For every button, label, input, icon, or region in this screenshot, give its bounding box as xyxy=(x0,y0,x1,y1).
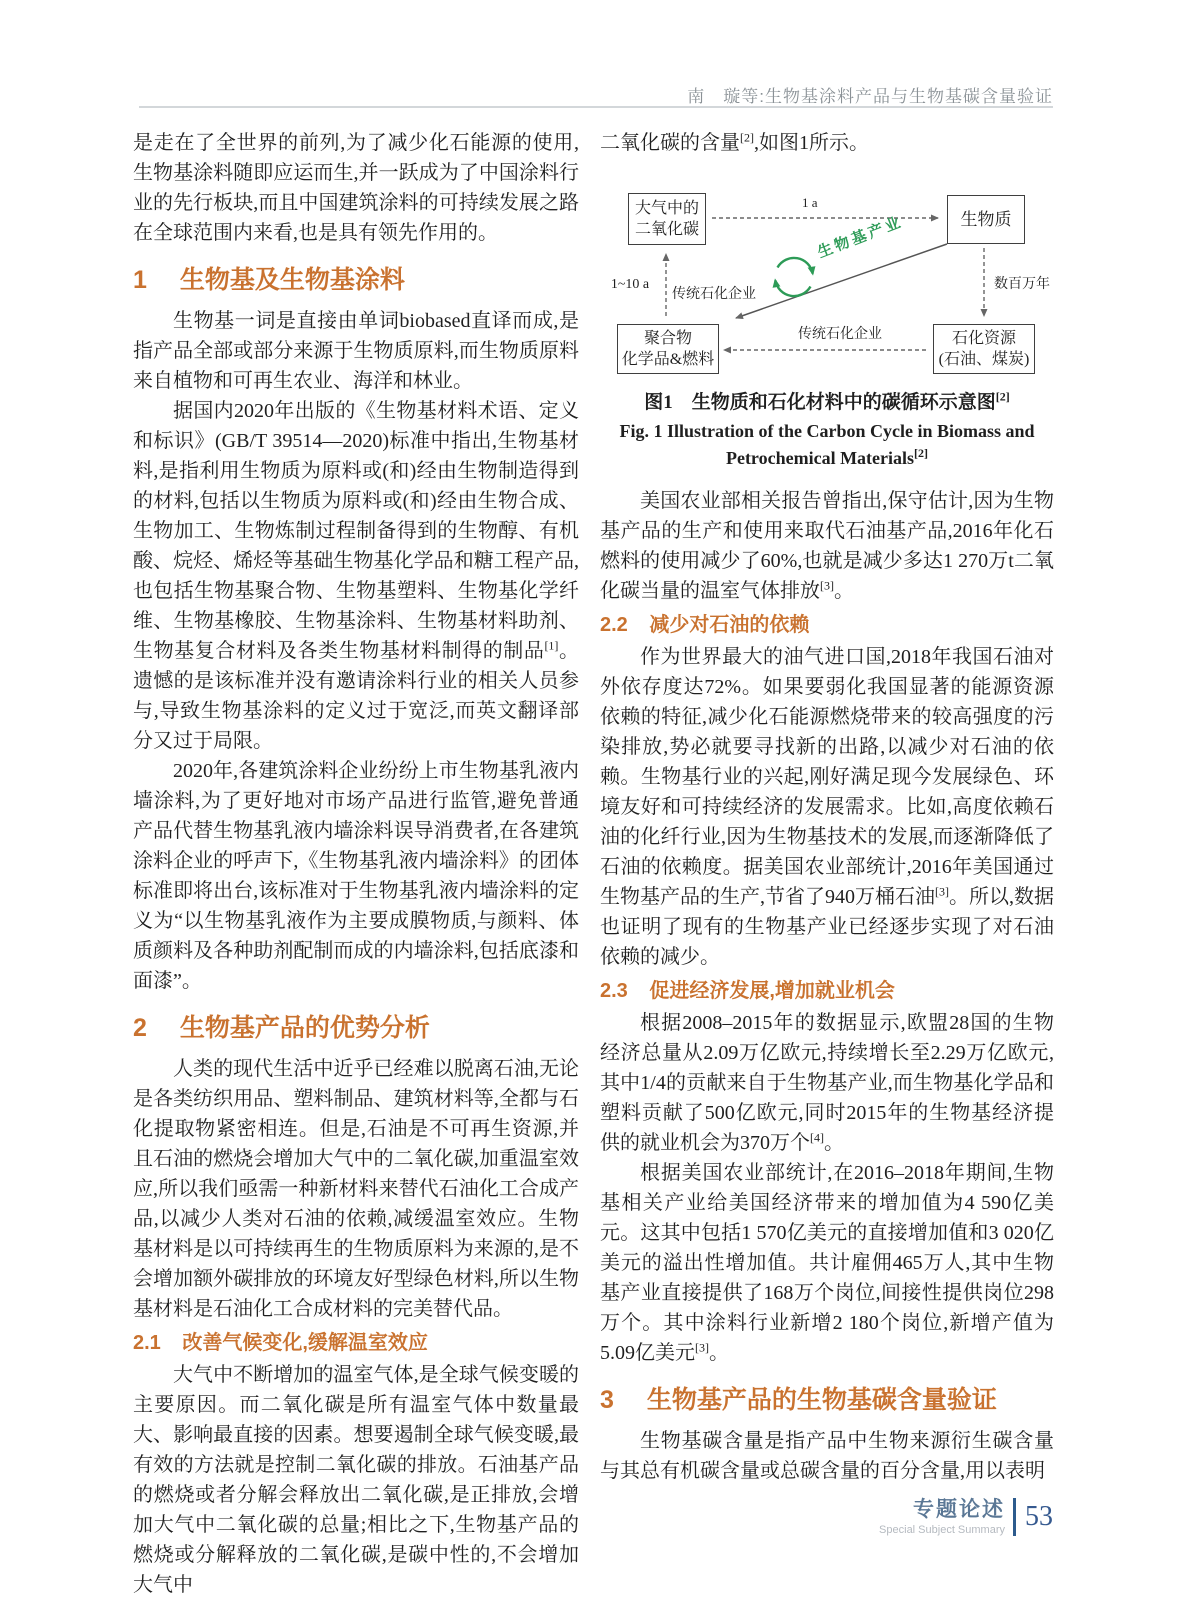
section-2-1-number: 2.1 xyxy=(133,1332,161,1354)
paragraph: 生物基一词是直接由单词biobased直译而成,是指产品全部或部分来源于生物质原料,而生物质原料来自植物和可再生农业、海洋和林业。 xyxy=(133,310,579,392)
box-atmospheric-co2-line2: 二氧化碳 xyxy=(634,221,699,238)
paragraph: 美国农业部相关报告曾指出,保守估计,因为生物基产品的生产和使用来取代石油基产品,2016年化石燃料的使用减少了60%,也就是减少多达1 270万t二氧化碳当量的温室气体排放[3]。 xyxy=(600,490,1054,602)
page-number: 53 xyxy=(1025,1501,1053,1532)
label-traditional-petrochemical-left: 传统石化企业 xyxy=(672,287,756,302)
green-cycle-arc-top xyxy=(778,258,813,274)
box-biomass xyxy=(947,195,1025,244)
section-2-1-heading xyxy=(133,1330,579,1356)
section-1-heading xyxy=(133,264,579,296)
figure-1-diagram xyxy=(600,180,1054,376)
section-2-2-number: 2.2 xyxy=(600,614,628,636)
label-biobased-industry: 生物基产业 xyxy=(815,214,906,262)
paragraph-intro: 是走在了全世界的前列,为了减少化石能源的使用,生物基涂料随即应运而生,并一跃成为了中国涂料行业的先行板块,而且中国建筑涂料的可持续发展之路在全球范围内来看,也是具有领先作用的。 xyxy=(133,132,579,244)
paragraph-continuation: 二氧化碳的含量[2],如图1所示。 xyxy=(600,130,869,154)
box-biomass-label: 生物质 xyxy=(960,210,1012,229)
box-petro-line2: (石油、煤炭) xyxy=(938,351,1030,368)
section-2-heading xyxy=(133,1012,579,1044)
figure-1-caption-en-line1: Fig. 1 Illustration of the Carbon Cycle in Biomass and xyxy=(619,421,1035,441)
running-title: 南 璇等:生物基涂料产品与生物基碳含量验证 xyxy=(687,87,1053,106)
section-1-number: 1 xyxy=(133,266,147,294)
right-column xyxy=(600,128,1054,1486)
section-2-3-heading xyxy=(600,978,1054,1004)
box-petrochemical-resources xyxy=(933,324,1035,374)
paragraph: 生物基碳含量是指产品中生物来源衍生碳含量与其总有机碳含量或总碳含量的百分含量,用以表明 xyxy=(600,1430,1054,1482)
box-polymers-line2: 化学品&燃料 xyxy=(621,351,715,368)
section-3-heading xyxy=(600,1384,1054,1416)
footer-section-labels xyxy=(879,1498,1005,1536)
section-1-title: 生物基及生物基涂料 xyxy=(179,266,405,294)
section-3-number: 3 xyxy=(600,1386,614,1414)
green-cycle-arc-bottom xyxy=(775,280,810,296)
section-2-3-number: 2.3 xyxy=(600,980,628,1002)
figure-1-caption-cn: 图1 生物质和石化材料中的碳循环示意图[2] xyxy=(644,389,1010,413)
figure-1-caption-en-line2: Petrochemical Materials[2] xyxy=(725,446,929,468)
paragraph: 作为世界最大的油气进口国,2018年我国石油对外依存度达72%。如果要弱化我国显著的能源资源依赖的特征,减少化石能源燃烧带来的较高强度的污染排放,势必就要寻找新的出路,以减少对石油的依赖。生物基行业的兴起,刚好满足现今发展绿色、环境友好和可持续经济的发展需求。比如,高度依赖石油的化纤行业,因为生物基技术的发展,而逐渐降低了石油的依赖度。据美国农业部统计,2016年美国通过生物基产品的生产,节省了940万桶石油[3]。所以,数据也证明了现有的生物基产业已经逐步实现了对石油依赖的减少。 xyxy=(600,646,1054,968)
header-rule xyxy=(139,106,1053,108)
footer-section-cn: 专题论述 xyxy=(913,1498,1005,1521)
section-2-2-heading xyxy=(600,612,1054,638)
box-petro-line1: 石化资源 xyxy=(951,330,1016,347)
box-atmospheric-co2 xyxy=(628,193,706,245)
section-2-number: 2 xyxy=(133,1014,147,1042)
box-polymers-line1: 聚合物 xyxy=(643,330,692,347)
label-millions-of-years: 数百万年 xyxy=(994,277,1050,292)
section-2-title: 生物基产品的优势分析 xyxy=(179,1014,430,1042)
label-1a: 1 a xyxy=(802,195,818,210)
footer-section-en: Special Subject Summary xyxy=(879,1524,1005,1536)
left-column xyxy=(133,128,579,1600)
box-atmospheric-co2-line1: 大气中的 xyxy=(634,200,699,217)
section-2-2-title: 减少对石油的依赖 xyxy=(649,614,810,636)
running-header xyxy=(139,82,1053,107)
page-footer xyxy=(879,1498,1053,1536)
label-traditional-petrochemical-bottom: 传统石化企业 xyxy=(798,327,882,342)
paragraph: 人类的现代生活中近乎已经难以脱离石油,无论是各类纺织用品、塑料制品、建筑材料等,全都与石化提取物紧密相连。但是,石油是不可再生资源,并且石油的燃烧会增加大气中的二氧化碳,加重温室效应,所以我们亟需一种新材料来替代石油化工合成产品,以减少人类对石油的依赖,减缓温室效应。生物基材料是以可持续再生的生物质原料为来源的,是不会增加额外碳排放的环境友好型绿色材料,所以生物基材料是石油化工合成材料的完美替代品。 xyxy=(133,1058,579,1320)
paragraph: 根据美国农业部统计,在2016–2018年期间,生物基相关产业给美国经济带来的增加值为4 590亿美元。这其中包括1 570亿美元的直接增加值和3 020亿美元的溢出性增加值。共计雇佣465万人,其中生物基产业直接提供了168万个岗位,间接性提供岗位298万个。其中涂料行业新增2 180个岗位,新增产值为5.09亿美元[3]。 xyxy=(600,1162,1054,1364)
paragraph: 根据2008–2015年的数据显示,欧盟28国的生物经济总量从2.09万亿欧元,持续增长至2.29万亿欧元,其中1/4的贡献来自于生物基产业,而生物基化学品和塑料贡献了500亿欧元,同时2015年的生物基经济提供的就业机会为370万个[4]。 xyxy=(600,1012,1054,1154)
box-polymers-chemicals-fuels xyxy=(617,324,719,374)
paragraph: 2020年,各建筑涂料企业纷纷上市生物基乳液内墙涂料,为了更好地对市场产品进行监管,避免普通产品代替生物基乳液内墙涂料误导消费者,在各建筑涂料企业的呼声下,《生物基乳液内墙涂料》的团体标准即将出台,该标准对于生物基乳液内墙涂料的定义为“以生物基乳液作为主要成膜物质,与颜料、体质颜料及各种助剂配制而成的内墙涂料,包括底漆和面漆”。 xyxy=(133,760,579,992)
section-2-1-title: 改善气候变化,缓解温室效应 xyxy=(182,1332,428,1354)
paragraph: 据国内2020年出版的《生物基材料术语、定义和标识》(GB/T 39514—2020)标准中指出,生物基材料,是指利用生物质为原料或(和)经由生物制造得到的材料,包括以生物质为原料或(和)经由生物合成、生物加工、生物炼制过程制备得到的生物醇、有机酸、烷烃、烯烃等基础生物基化学品和糖工程产品,也包括生物基聚合物、生物基塑料、生物基化学纤维、生物基橡胶、生物基涂料、生物基材料助剂、生物基复合材料及各类生物基材料制得的制品[1]。遗憾的是该标准并没有邀请涂料行业的相关人员参与,导致生物基涂料的定义过于宽泛,而英文翻译部分又过于局限。 xyxy=(133,400,580,752)
label-1-10a: 1~10 a xyxy=(610,277,650,292)
solid-arrow-biomass-to-polymers xyxy=(736,244,947,318)
section-3-title: 生物基产品的生物基碳含量验证 xyxy=(646,1386,997,1414)
section-2-3-title: 促进经济发展,增加就业机会 xyxy=(649,980,895,1002)
footer-divider-bar xyxy=(1013,1498,1016,1536)
paragraph: 大气中不断增加的温室气体,是全球气候变暖的主要原因。而二氧化碳是所有温室气体中数量最大、影响最直接的因素。想要遏制全球气候变暖,最有效的方法就是控制二氧化碳的排放。石油基产品的燃烧或者分解会释放出二氧化碳,是正排放,会增加大气中二氧化碳的总量;相比之下,生物基产品的燃烧或分解释放的二氧化碳,是碳中性的,不会增加大气中 xyxy=(133,1364,579,1596)
